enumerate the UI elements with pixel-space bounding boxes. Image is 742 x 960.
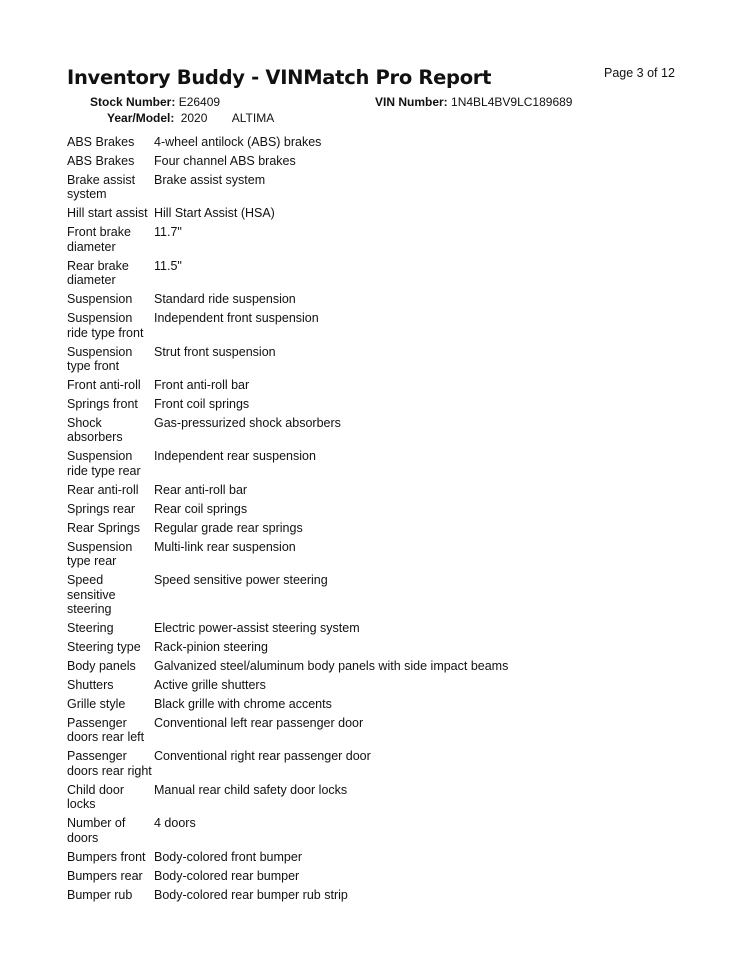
spec-value: Conventional right rear passenger door: [154, 749, 371, 764]
spec-value: Front coil springs: [154, 397, 250, 412]
vin-number: [375, 95, 572, 109]
spec-value: Standard ride suspension: [154, 292, 296, 307]
model-value: ALTIMA: [231, 111, 275, 125]
spec-label: Rear anti-roll: [67, 482, 139, 497]
stock-number-label: Stock Number:: [90, 95, 176, 109]
spec-value: Body-colored front bumper: [154, 849, 302, 864]
spec-value: Electric power-assist steering system: [154, 621, 360, 636]
spec-label: Bumper rub: [67, 887, 133, 902]
stock-number-value: E26409: [178, 95, 221, 109]
spec-label: Rear brake diameter: [67, 258, 129, 288]
spec-value: Speed sensitive power steering: [154, 573, 328, 588]
spec-label: Suspension type rear: [67, 539, 133, 569]
spec-value: Manual rear child safety door locks: [154, 782, 348, 797]
spec-label: Shock absorbers: [67, 416, 123, 445]
spec-value: Conventional left rear passenger door: [154, 716, 364, 731]
spec-value: Independent front suspension: [154, 311, 319, 326]
spec-row: [67, 678, 687, 692]
spec-label: Speed sensitive steering: [67, 573, 116, 617]
spec-value: Regular grade rear springs: [154, 520, 303, 535]
vin-number-value: 1N4BL4BV9LC189689: [451, 95, 573, 109]
spec-row: [67, 697, 687, 711]
spec-row: [67, 225, 687, 254]
spec-row: [67, 783, 687, 812]
spec-value: Strut front suspension: [154, 344, 276, 359]
spec-row: [67, 173, 687, 202]
spec-row: [67, 749, 687, 778]
spec-label: Suspension type front: [67, 344, 133, 374]
page-number: Page 3 of 12: [604, 66, 675, 80]
spec-row: [67, 135, 687, 149]
spec-label: Rear Springs: [67, 520, 140, 535]
spec-label: Front brake diameter: [67, 225, 131, 254]
spec-row: [67, 573, 687, 616]
spec-value: 4 doors: [154, 816, 196, 831]
spec-label: Number of doors: [67, 816, 126, 845]
spec-label: Bumpers front: [67, 849, 146, 864]
spec-value: Multi-link rear suspension: [154, 539, 296, 554]
spec-row: [67, 816, 687, 845]
spec-label: Front anti-roll: [67, 378, 141, 393]
spec-label: Grille style: [67, 697, 126, 712]
spec-label: Brake assist system: [67, 173, 136, 202]
spec-row: [67, 850, 687, 864]
spec-label: Suspension ride type front: [67, 311, 144, 340]
spec-label: ABS Brakes: [67, 154, 135, 168]
spec-row: [67, 154, 687, 168]
spec-row: [67, 502, 687, 516]
spec-value: Independent rear suspension: [154, 449, 316, 464]
spec-label: Steering: [67, 621, 114, 636]
spec-row: [67, 621, 687, 635]
spec-label: Body panels: [67, 659, 136, 674]
spec-row: [67, 483, 687, 497]
spec-label: Passenger doors rear left: [67, 716, 145, 745]
spec-label: Child door locks: [67, 782, 124, 812]
spec-row: [67, 259, 687, 288]
spec-label: Suspension: [67, 292, 133, 307]
spec-label: Hill start assist: [67, 206, 148, 221]
report-title: Inventory Buddy - VINMatch Pro Report: [67, 66, 492, 89]
year-value: 2020: [180, 111, 208, 125]
spec-value: Active grille shutters: [154, 678, 266, 693]
spec-value: Rear coil springs: [154, 501, 248, 516]
spec-label: Springs rear: [67, 501, 136, 516]
spec-row: [67, 659, 687, 673]
spec-row: [67, 397, 687, 411]
vin-number-label: VIN Number:: [375, 95, 448, 109]
spec-row: [67, 449, 687, 478]
spec-row: [67, 540, 687, 569]
spec-value: 11.5": [154, 258, 182, 273]
spec-value: Galvanized steel/aluminum body panels with side impact beams: [154, 659, 509, 674]
year-model: [107, 111, 274, 125]
spec-list: [67, 135, 687, 907]
spec-value: Body-colored rear bumper rub strip: [154, 887, 348, 902]
spec-row: [67, 716, 687, 745]
spec-label: ABS Brakes: [67, 135, 135, 149]
spec-label: Steering type: [67, 640, 141, 655]
spec-label: Springs front: [67, 397, 138, 412]
spec-value: Four channel ABS brakes: [154, 154, 296, 168]
spec-row: [67, 345, 687, 374]
spec-row: [67, 311, 687, 340]
spec-value: Gas-pressurized shock absorbers: [154, 416, 341, 431]
spec-row: [67, 416, 687, 445]
spec-row: [67, 378, 687, 392]
spec-value: 4-wheel antilock (ABS) brakes: [154, 135, 322, 149]
spec-value: Rack-pinion steering: [154, 640, 268, 655]
spec-row: [67, 888, 687, 902]
spec-row: [67, 521, 687, 535]
spec-value: Black grille with chrome accents: [154, 697, 332, 712]
spec-value: Rear anti-roll bar: [154, 482, 248, 497]
spec-label: Suspension ride type rear: [67, 449, 141, 478]
spec-row: [67, 869, 687, 883]
spec-row: [67, 640, 687, 654]
spec-value: 11.7": [154, 225, 182, 240]
spec-row: [67, 292, 687, 306]
year-model-label: Year/Model:: [107, 111, 175, 125]
spec-value: Hill Start Assist (HSA): [154, 206, 275, 221]
spec-row: [67, 206, 687, 220]
spec-value: Body-colored rear bumper: [154, 868, 300, 883]
spec-label: Passenger doors rear right: [67, 749, 152, 778]
spec-label: Shutters: [67, 678, 114, 693]
spec-label: Bumpers rear: [67, 868, 143, 883]
spec-value: Front anti-roll bar: [154, 378, 250, 393]
stock-number: [90, 95, 220, 109]
spec-value: Brake assist system: [154, 173, 266, 187]
